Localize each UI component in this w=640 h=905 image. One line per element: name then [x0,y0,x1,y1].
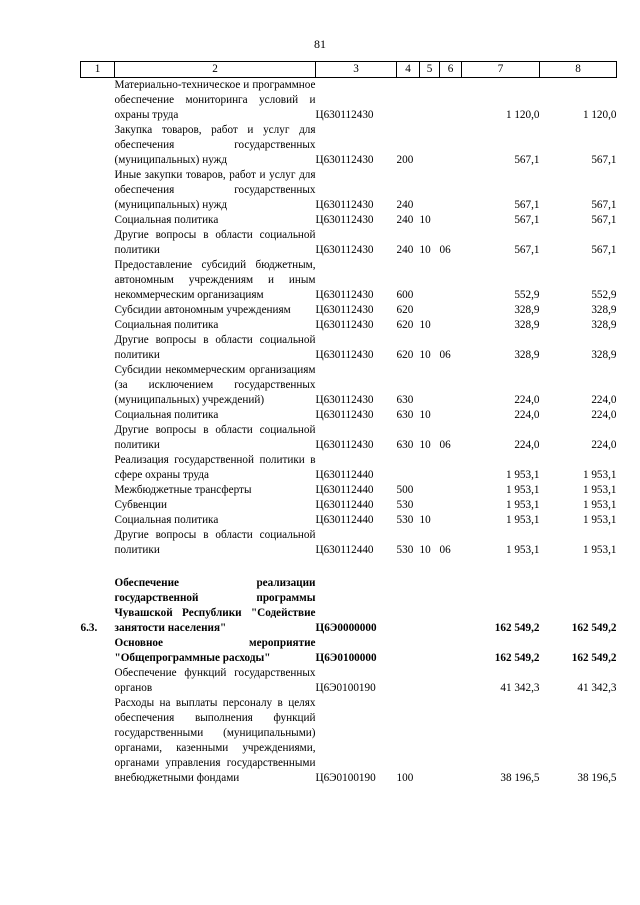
target-article-code: Ц630112430 [315,199,374,211]
amount-column-8: 567,1 [591,214,617,226]
target-article-code: Ц630112440 [315,469,374,481]
target-article-code: Ц630112440 [315,499,374,511]
amount-column-7: 162 549,2 [494,622,540,634]
expense-type-code: 500 [396,484,414,496]
table-row [81,423,617,453]
column-header: 3 [316,62,397,78]
amount-column-7: 328,9 [514,349,540,361]
expense-type-code: 240 [396,214,414,226]
amount-column-8: 41 342,3 [577,682,617,694]
subsection-code [440,78,462,124]
section-code [420,576,440,636]
expense-type-code [397,666,420,696]
section-code [420,168,440,213]
section-code: 10 [419,319,431,331]
row-number [81,696,115,786]
amount-column-8: 162 549,2 [571,622,617,634]
item-name: Другие вопросы в области социальной политики [114,229,316,256]
column-header: 5 [420,62,440,78]
expense-type-code: 240 [396,199,414,211]
row-number [81,258,115,303]
target-article-code: Ц630112430 [315,154,374,166]
subsection-code [440,123,462,168]
amount-column-8: 1 120,0 [582,109,617,121]
row-number [81,423,115,453]
item-name: Материально-техническое и программное обеспечение мониторинга условий и охраны труда [114,79,316,121]
expense-type-code: 200 [396,154,414,166]
row-number [81,363,115,408]
table-row [81,168,617,213]
amount-column-7: 552,9 [514,289,540,301]
expense-type-code: 600 [396,289,414,301]
budget-table [80,61,617,786]
amount-column-8: 1 953,1 [582,499,617,511]
item-name: Другие вопросы в области социальной политики [114,334,316,361]
amount-column-7: 162 549,2 [494,652,540,664]
amount-column-8: 328,9 [591,304,617,316]
section-code: 10 [419,439,431,451]
row-number [81,213,115,228]
item-name: Межбюджетные трансферты [114,484,252,496]
target-article-code: Ц630112440 [315,484,374,496]
table-row [81,228,617,258]
target-article-code: Ц630112430 [315,394,374,406]
amount-column-7: 1 120,0 [505,109,540,121]
row-number: 6.3. [80,622,98,634]
subsection-code [440,408,462,423]
item-name: Предоставление субсидий бюджетным, автономным учреждениям и иным некоммерческим организациям [114,259,316,301]
item-name: Расходы на выплаты персоналу в целях обеспечения выполнения функций государственными (муниципальными) органами, казенными учреждениями, органами управления государственными внебюджетными фондами [114,697,316,784]
amount-column-7: 224,0 [514,409,540,421]
item-name: Социальная политика [114,514,219,526]
amount-column-8: 567,1 [591,154,617,166]
table-row [81,408,617,423]
column-header: 8 [540,62,617,78]
item-name: Другие вопросы в области социальной политики [114,529,316,556]
item-name: Другие вопросы в области социальной политики [114,424,316,451]
column-header: 4 [397,62,420,78]
amount-column-7: 38 196,5 [500,772,540,784]
amount-column-7: 1 953,1 [505,514,540,526]
amount-column-7: 567,1 [514,214,540,226]
expense-type-code: 530 [396,499,414,511]
target-article-code: Ц630112430 [315,319,374,331]
amount-column-8: 567,1 [591,244,617,256]
row-number [81,408,115,423]
expense-type-code [397,453,420,483]
table-row [81,363,617,408]
table-row [81,123,617,168]
amount-column-7: 328,9 [514,319,540,331]
section-code [420,666,440,696]
row-number [81,666,115,696]
target-article-code: Ц630112430 [315,409,374,421]
section-code: 10 [419,409,431,421]
subsection-code [440,453,462,483]
table-row [81,498,617,513]
subsection-code: 06 [439,244,451,256]
subsection-code [440,213,462,228]
target-article-code: Ц6Э0100190 [315,772,376,784]
column-header: 6 [440,62,462,78]
item-name: Обеспечение реализации государственной программы Чувашской Республики "Содействие занятости населения" [114,577,316,634]
subsection-code: 06 [439,439,451,451]
amount-column-8: 224,0 [591,394,617,406]
section-code [420,303,440,318]
section-code [420,636,440,666]
amount-column-8: 1 953,1 [582,469,617,481]
subsection-code [440,576,462,636]
section-code [420,123,440,168]
row-number [81,453,115,483]
table-row [81,303,617,318]
subsection-code [440,666,462,696]
subsection-code [440,636,462,666]
table-row [81,318,617,333]
target-article-code: Ц630112430 [315,214,374,226]
amount-column-8: 224,0 [591,439,617,451]
item-name: Социальная политика [114,214,219,226]
item-name: Иные закупки товаров, работ и услуг для обеспечения государственных (муниципальных) нужд [114,169,316,211]
table-row [81,666,617,696]
section-code [420,78,440,124]
table-row [81,513,617,528]
table-row [81,576,617,636]
target-article-code: Ц630112430 [315,349,374,361]
table-row [81,636,617,666]
target-article-code: Ц630112440 [315,514,374,526]
column-header: 2 [115,62,316,78]
row-number [81,528,115,558]
section-code: 10 [419,349,431,361]
expense-type-code: 620 [396,304,414,316]
expense-type-code [397,78,420,124]
amount-column-7: 567,1 [514,199,540,211]
row-number [81,513,115,528]
spacer-row [81,558,617,576]
row-number [81,483,115,498]
section-code [420,453,440,483]
expense-type-code [397,576,420,636]
subsection-code: 06 [439,544,451,556]
amount-column-7: 567,1 [514,244,540,256]
item-name: Обеспечение функций государственных органов [114,667,316,694]
section-code [420,258,440,303]
amount-column-8: 1 953,1 [582,544,617,556]
amount-column-8: 1 953,1 [582,514,617,526]
subsection-code [440,363,462,408]
item-name: Реализация государственной политики в сфере охраны труда [114,454,316,481]
subsection-code [440,696,462,786]
subsection-code [440,483,462,498]
table-row [81,213,617,228]
table-row [81,453,617,483]
table-row [81,483,617,498]
item-name: Социальная политика [114,319,219,331]
expense-type-code: 630 [396,439,414,451]
target-article-code: Ц630112430 [315,109,374,121]
row-number [81,636,115,666]
amount-column-8: 162 549,2 [571,652,617,664]
column-header: 1 [81,62,115,78]
amount-column-7: 1 953,1 [505,469,540,481]
expense-type-code: 620 [396,319,414,331]
section-code [420,363,440,408]
subsection-code: 06 [439,349,451,361]
expense-type-code: 240 [396,244,414,256]
amount-column-7: 567,1 [514,154,540,166]
subsection-code [440,168,462,213]
subsection-code [440,498,462,513]
row-number [81,78,115,124]
row-number [81,498,115,513]
table-row [81,333,617,363]
amount-column-8: 567,1 [591,199,617,211]
amount-column-8: 224,0 [591,409,617,421]
amount-column-8: 552,9 [591,289,617,301]
item-name: Субсидии некоммерческим организациям (за исключением государственных (муниципальных) учреждений) [114,364,316,406]
row-number [81,303,115,318]
amount-column-7: 328,9 [514,304,540,316]
section-code: 10 [419,514,431,526]
amount-column-7: 1 953,1 [505,484,540,496]
target-article-code: Ц630112430 [315,439,374,451]
row-number [81,168,115,213]
table-row [81,258,617,303]
page-number: 81 [314,37,326,51]
row-number [81,228,115,258]
amount-column-8: 328,9 [591,349,617,361]
amount-column-7: 1 953,1 [505,499,540,511]
expense-type-code: 630 [396,409,414,421]
item-name: Субсидии автономным учреждениям [114,304,291,316]
amount-column-7: 224,0 [514,439,540,451]
item-name: Закупка товаров, работ и услуг для обеспечения государственных (муниципальных) нужд [114,124,316,166]
subsection-code [440,303,462,318]
expense-type-code: 630 [396,394,414,406]
expense-type-code: 100 [396,772,414,784]
amount-column-7: 41 342,3 [500,682,540,694]
target-article-code: Ц6Э0100190 [315,682,376,694]
amount-column-7: 224,0 [514,394,540,406]
spacer-cell [81,558,617,576]
section-code [420,498,440,513]
expense-type-code [397,636,420,666]
item-name: Субвенции [114,499,167,511]
amount-column-8: 38 196,5 [577,772,617,784]
amount-column-7: 1 953,1 [505,544,540,556]
column-header: 7 [462,62,540,78]
expense-type-code: 530 [396,514,414,526]
item-name: Основное мероприятие "Общепрограммные расходы" [114,637,316,664]
expense-type-code: 530 [396,544,414,556]
target-article-code: Ц6Э0100000 [315,652,377,664]
table-row [81,78,617,124]
row-number [81,318,115,333]
subsection-code [440,258,462,303]
column-header-row [81,62,617,78]
subsection-code [440,318,462,333]
amount-column-8: 1 953,1 [582,484,617,496]
table-row [81,696,617,786]
section-code: 10 [419,214,431,226]
section-code: 10 [419,544,431,556]
target-article-code: Ц630112430 [315,304,374,316]
section-code: 10 [419,244,431,256]
expense-type-code: 620 [396,349,414,361]
target-article-code: Ц630112430 [315,289,374,301]
subsection-code [440,513,462,528]
table-row [81,528,617,558]
amount-column-8: 328,9 [591,319,617,331]
row-number [81,123,115,168]
target-article-code: Ц630112440 [315,544,374,556]
section-code [420,483,440,498]
item-name: Социальная политика [114,409,219,421]
section-code [420,696,440,786]
target-article-code: Ц630112430 [315,244,374,256]
target-article-code: Ц6Э0000000 [315,622,377,634]
row-number [81,333,115,363]
